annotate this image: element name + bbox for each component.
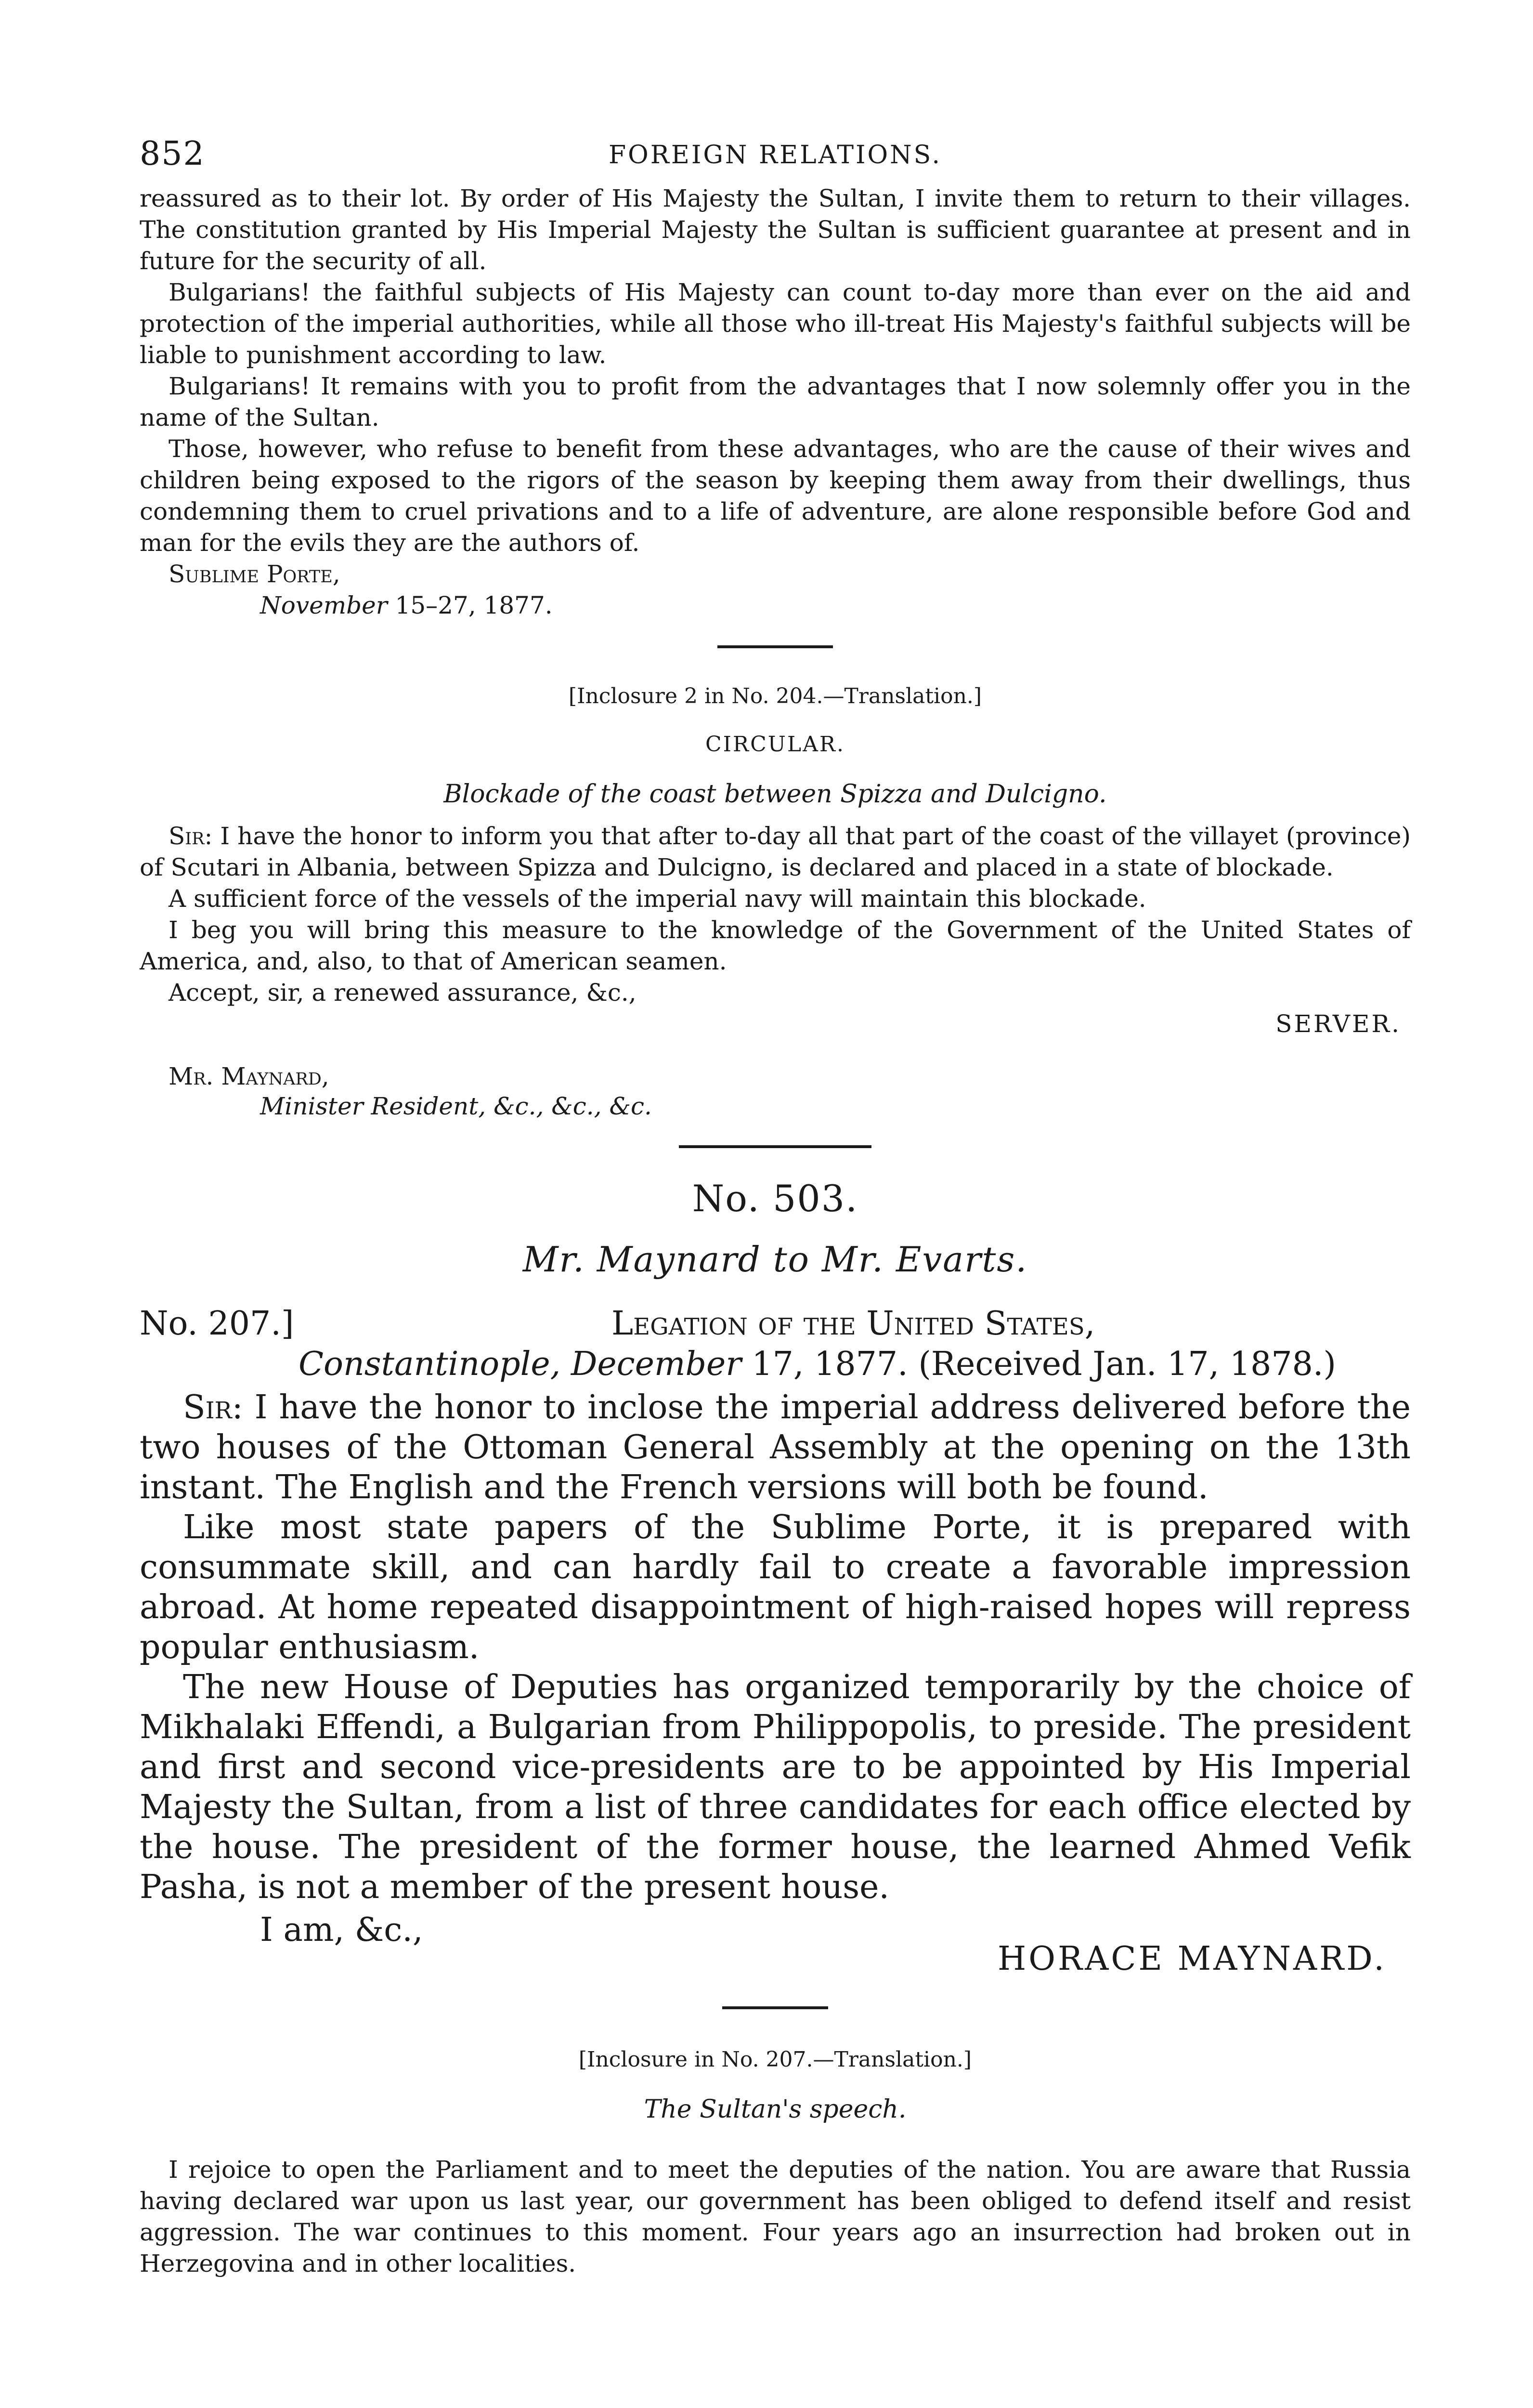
addressee: Mr. Maynard, bbox=[169, 1062, 329, 1090]
paragraph: A sufficient force of the vessels of the imperial navy will maintain this blockade. bbox=[169, 885, 1146, 913]
circular-body bbox=[140, 821, 1411, 1008]
paragraph: Like most state papers of the Sublime Porte, it is prepared with consummate skill, and can hardly fail to create a favorable impression abroad. At home repeated disappointment of high-raised hopes will repress popular enthusiasm. bbox=[140, 1508, 1411, 1666]
addressee-title: Minister Resident, &c., &c., &c. bbox=[260, 1092, 652, 1120]
running-header bbox=[140, 116, 1411, 183]
running-title: FOREIGN RELATIONS. bbox=[609, 141, 942, 170]
section-divider bbox=[722, 2006, 828, 2009]
letter-body bbox=[140, 1387, 1411, 1907]
page-number: 852 bbox=[140, 135, 205, 173]
letter-signature-row bbox=[140, 1907, 1411, 1978]
continued-proclamation bbox=[140, 183, 1411, 559]
section-divider bbox=[717, 645, 833, 648]
salutation: Sir bbox=[169, 822, 205, 850]
dateline-place: Constantinople, December bbox=[299, 1345, 741, 1383]
signoff-date-rest: 15–27, 1877. bbox=[387, 591, 553, 619]
document-title: Mr. Maynard to Mr. Evarts. bbox=[522, 1239, 1028, 1280]
paragraph bbox=[140, 1387, 1411, 1507]
paragraph: Bulgarians! It remains with you to profit from the advantages that I now solemnly offer you in the name of the Sultan. bbox=[140, 372, 1411, 432]
section-divider bbox=[679, 1145, 871, 1148]
dateline-date bbox=[299, 1344, 1411, 1385]
paragraph: The new House of Deputies has organized temporarily by the choice of Mikhalaki Effendi, a Bulgarian from Philippopolis, to preside. The president and first and second vice-presidents are to be appointed by His Imperial Majesty the Sultan, from a list of three candidates for each office elected by the house. The president of the former house, the learned Ahmed Vefik Pasha, is not a member of the present house. bbox=[140, 1668, 1411, 1906]
paragraph: Those, however, who refuse to benefit from these advantages, who are the cause of their wives and children being exposed to the rigors of the season by keeping them away from their dwellings, thus condemning them to cruel privations and to a life of adventure, are alone responsible before God and man for the evils they are the authors of. bbox=[140, 435, 1411, 557]
salutation: Sir bbox=[183, 1388, 232, 1426]
document-number: No. 503. bbox=[692, 1177, 858, 1220]
speech-body bbox=[140, 2154, 1411, 2279]
signature-row bbox=[140, 1008, 1411, 1042]
circular-label: CIRCULAR. bbox=[705, 732, 845, 757]
signoff-date-month: November bbox=[260, 591, 388, 619]
dateline-date-rest: 17, 1877. (Received Jan. 17, 1878.) bbox=[741, 1345, 1337, 1383]
dispatch-reference: No. 207.] bbox=[140, 1305, 294, 1343]
inclosure-caption: [Inclosure in No. 207.—Translation.] bbox=[578, 2047, 972, 2072]
inclosure-subject: The Sultan's speech. bbox=[644, 2095, 907, 2124]
signoff-place: Sublime Porte, bbox=[169, 560, 340, 588]
paragraph: I beg you will bring this measure to the knowledge of the Government of the United States of America, and, also, to that of American seamen. bbox=[140, 916, 1411, 975]
paragraph bbox=[140, 821, 1411, 883]
signature: SERVER. bbox=[1275, 1010, 1401, 1038]
letter-signature: HORACE MAYNARD. bbox=[997, 1940, 1387, 1978]
signoff-date bbox=[260, 590, 1411, 621]
document-page bbox=[140, 116, 1411, 2279]
closing: Accept, sir, a renewed assurance, &c., bbox=[169, 979, 637, 1007]
paragraph-text: : I have the honor to inform you that after to-day all that part of the coast of the villayet (province) of Scutari in Albania, between Spizza and Dulcigno, is declared and placed in a state of blockade. bbox=[140, 822, 1411, 881]
inclosure-caption: [Inclosure 2 in No. 204.—Translation.] bbox=[568, 684, 982, 708]
paragraph: I rejoice to open the Parliament and to meet the deputies of the nation. You are aware that Russia having declared war upon us last year, our government has been obliged to defend itself and resist aggression. The war continues to this moment. Four years ago an insurrection had broken out in Herzegovina and in other localities. bbox=[140, 2156, 1411, 2277]
circular-subject: Blockade of the coast between Spizza and Dulcigno. bbox=[443, 780, 1107, 809]
legation: Legation of the United States, bbox=[611, 1305, 1095, 1343]
letter-closing: I am, &c., bbox=[260, 1911, 423, 1949]
paragraph: reassured as to their lot. By order of His Majesty the Sultan, I invite them to return to their villages. The constitution granted by His Imperial Majesty the Sultan is sufficient guarantee at present and in future for the security of all. bbox=[140, 184, 1411, 275]
paragraph: Bulgarians! the faithful subjects of His Majesty can count to-day more than ever on the aid and protection of the imperial authorities, while all those who ill-treat His Majesty's faithful subjects will be liable to punishment according to law. bbox=[140, 278, 1411, 369]
dateline bbox=[140, 1304, 1411, 1344]
paragraph-text: : I have the honor to inclose the imperial address delivered before the two houses of the Ottoman General Assembly at the opening on the 13th instant. The English and the French versions will both be found. bbox=[140, 1388, 1411, 1506]
